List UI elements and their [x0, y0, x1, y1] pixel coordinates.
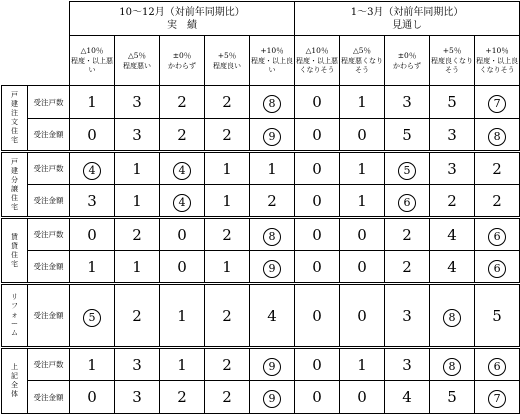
value-cell — [385, 284, 430, 348]
value: 1 — [87, 355, 97, 374]
value-cell — [115, 381, 160, 414]
value-cell — [385, 119, 430, 152]
table-row — [2, 218, 520, 251]
table-header — [2, 2, 520, 86]
value: 2 — [492, 191, 502, 210]
table-row — [2, 86, 520, 119]
value-cell — [340, 185, 385, 218]
period2-header — [295, 2, 520, 36]
value: 1 — [267, 159, 277, 178]
value: 0 — [312, 159, 322, 178]
value-cell — [70, 381, 115, 414]
circled-value: 4 — [173, 194, 191, 212]
metric-label: 受注戸数 — [28, 86, 70, 119]
value-cell — [70, 86, 115, 119]
circled-value: 9 — [263, 390, 281, 408]
value: 2 — [177, 388, 187, 406]
value-cell — [205, 284, 250, 348]
value: 1 — [357, 191, 367, 210]
value: 3 — [132, 93, 142, 111]
value-cell — [340, 218, 385, 251]
value: 1 — [222, 257, 232, 276]
value-cell — [295, 381, 340, 414]
value-cell — [70, 152, 115, 185]
value: 3 — [132, 388, 142, 406]
survey-table — [1, 1, 520, 414]
level-percent: ±0％ — [397, 50, 417, 60]
value-cell — [295, 152, 340, 185]
value-cell — [340, 251, 385, 284]
group-label: リフォーム — [2, 284, 28, 348]
value: 3 — [402, 355, 412, 374]
value: 3 — [402, 93, 412, 111]
value-cell — [115, 152, 160, 185]
value-cell — [475, 218, 520, 251]
value-cell — [430, 381, 475, 414]
value-cell — [295, 218, 340, 251]
value: 1 — [87, 93, 97, 111]
value: 0 — [177, 257, 187, 276]
value: 1 — [87, 257, 97, 276]
value-cell — [340, 86, 385, 119]
level-percent: +10％ — [260, 46, 284, 55]
level-percent: △10％ — [305, 46, 329, 55]
value: 0 — [312, 257, 322, 276]
value-cell — [115, 119, 160, 152]
metric-label: 受注金額 — [28, 284, 70, 348]
value-cell — [205, 381, 250, 414]
value-cell — [430, 348, 475, 381]
value-cell — [475, 86, 520, 119]
value: 0 — [312, 93, 322, 111]
value: 3 — [447, 159, 457, 178]
value-cell — [475, 251, 520, 284]
value: 5 — [447, 388, 457, 406]
value: 2 — [222, 355, 232, 374]
value-cell — [340, 348, 385, 381]
value: 0 — [357, 388, 367, 406]
value: 0 — [357, 225, 367, 244]
level-percent: +5％ — [442, 46, 462, 55]
value-cell — [475, 185, 520, 218]
circled-value: 8 — [488, 128, 506, 146]
value: 0 — [87, 125, 97, 144]
value: 2 — [402, 257, 412, 276]
value-cell — [295, 284, 340, 348]
level-description: 程度良い — [213, 61, 241, 70]
circled-value: 7 — [488, 95, 506, 113]
level-header — [115, 36, 160, 86]
value-cell — [115, 251, 160, 284]
value-cell — [115, 86, 160, 119]
table-row — [2, 251, 520, 284]
value-cell — [385, 348, 430, 381]
value: 0 — [87, 388, 97, 406]
value-cell — [430, 284, 475, 348]
value: 4 — [267, 306, 277, 325]
value-cell — [430, 86, 475, 119]
value: 1 — [132, 191, 142, 210]
value: 1 — [357, 159, 367, 178]
period2-title: 1～3月（対前年同期比） — [350, 6, 464, 18]
level-header — [340, 36, 385, 86]
level-description: 程度・以上良い — [251, 57, 294, 74]
value-cell — [70, 348, 115, 381]
value-cell — [205, 152, 250, 185]
value-cell — [70, 119, 115, 152]
value-cell — [430, 251, 475, 284]
value: 2 — [132, 306, 142, 325]
level-description: かわらず — [168, 61, 196, 70]
value: 0 — [177, 225, 187, 244]
value: 2 — [492, 159, 502, 178]
value: 4 — [402, 388, 412, 406]
level-header — [205, 36, 250, 86]
value-cell — [295, 348, 340, 381]
level-header — [430, 36, 475, 86]
level-description: 程度悪い — [123, 61, 151, 70]
value: 0 — [312, 306, 322, 325]
level-description: 程度・以上良くなりそう — [476, 57, 519, 74]
metric-label: 受注金額 — [28, 119, 70, 152]
value: 0 — [357, 306, 367, 325]
period1-header — [70, 2, 295, 36]
value: 0 — [357, 125, 367, 144]
value-cell — [430, 152, 475, 185]
value-cell — [205, 218, 250, 251]
value: 0 — [312, 388, 322, 406]
metric-label: 受注金額 — [28, 185, 70, 218]
level-percent: +10％ — [485, 46, 509, 55]
table-body — [2, 86, 520, 414]
value-cell — [160, 218, 205, 251]
metric-label: 受注金額 — [28, 381, 70, 414]
value-cell — [250, 119, 295, 152]
value-cell — [430, 119, 475, 152]
value-cell — [385, 251, 430, 284]
circled-value: 8 — [263, 95, 281, 113]
value-cell — [430, 218, 475, 251]
value-cell — [385, 185, 430, 218]
group-label: 戸建注文住宅 — [2, 86, 28, 152]
value-cell — [385, 218, 430, 251]
value: 2 — [222, 225, 232, 244]
value-cell — [160, 152, 205, 185]
period2-subtitle: 見通し — [392, 19, 423, 31]
value-cell — [250, 284, 295, 348]
value-cell — [250, 251, 295, 284]
value-cell — [295, 119, 340, 152]
value-cell — [295, 251, 340, 284]
level-header — [160, 36, 205, 86]
level-description: 程度悪くなりそう — [341, 57, 384, 74]
value: 2 — [177, 125, 187, 144]
value: 3 — [447, 125, 457, 144]
group-label: 賃貸住宅 — [2, 218, 28, 284]
circled-value: 4 — [83, 162, 101, 180]
value-cell — [115, 218, 160, 251]
circled-value: 6 — [488, 260, 506, 278]
value: 0 — [312, 225, 322, 244]
value-cell — [160, 284, 205, 348]
value-cell — [205, 86, 250, 119]
value-cell — [475, 284, 520, 348]
metric-label: 受注戸数 — [28, 152, 70, 185]
circled-value: 5 — [83, 309, 101, 327]
value-cell — [250, 185, 295, 218]
value: 5 — [447, 93, 457, 111]
value-cell — [250, 218, 295, 251]
value: 1 — [132, 257, 142, 276]
circled-value: 4 — [173, 162, 191, 180]
value-cell — [475, 152, 520, 185]
circled-value: 8 — [443, 309, 461, 327]
level-percent: △5％ — [353, 46, 372, 55]
level-percent: +5％ — [217, 50, 237, 60]
level-description: 程度良くなりそう — [431, 57, 474, 74]
value-cell — [115, 185, 160, 218]
value-cell — [205, 185, 250, 218]
value-cell — [295, 185, 340, 218]
level-header — [295, 36, 340, 86]
value-cell — [70, 185, 115, 218]
circled-value: 9 — [263, 358, 281, 376]
value-cell — [385, 86, 430, 119]
circled-value: 6 — [488, 358, 506, 376]
table-row — [2, 348, 520, 381]
value: 0 — [87, 225, 97, 244]
value-cell — [250, 381, 295, 414]
value: 1 — [357, 355, 367, 374]
period1-subtitle: 実 績 — [167, 19, 198, 31]
level-header — [385, 36, 430, 86]
value: 2 — [402, 225, 412, 244]
value-cell — [475, 381, 520, 414]
level-header — [250, 36, 295, 86]
value: 5 — [402, 125, 412, 144]
value-cell — [250, 348, 295, 381]
level-percent: △5％ — [127, 50, 147, 60]
metric-label: 受注金額 — [28, 251, 70, 284]
value: 1 — [177, 355, 187, 374]
circled-value: 9 — [263, 128, 281, 146]
value-cell — [250, 86, 295, 119]
level-description: かわらず — [393, 61, 422, 70]
value: 1 — [222, 191, 232, 210]
value-cell — [70, 218, 115, 251]
value: 3 — [132, 355, 142, 374]
value-cell — [160, 86, 205, 119]
period1-title: 10～12月（対前年同期比） — [119, 6, 245, 18]
value: 2 — [222, 125, 232, 144]
level-percent: ±0％ — [172, 50, 192, 60]
level-row — [2, 36, 520, 86]
value-cell — [160, 251, 205, 284]
value: 0 — [312, 125, 322, 144]
value: 1 — [177, 306, 187, 325]
table-row — [2, 185, 520, 218]
group-label: 戸建分譲住宅 — [2, 152, 28, 218]
value-cell — [160, 185, 205, 218]
table-row — [2, 152, 520, 185]
value-cell — [160, 119, 205, 152]
circled-value: 8 — [443, 358, 461, 376]
level-header — [475, 36, 520, 86]
value: 1 — [132, 159, 142, 178]
value: 2 — [447, 191, 457, 210]
value-cell — [475, 348, 520, 381]
value-cell — [430, 185, 475, 218]
value: 0 — [312, 191, 322, 210]
value-cell — [205, 251, 250, 284]
value: 4 — [447, 257, 457, 276]
value: 0 — [312, 355, 322, 374]
value: 3 — [132, 125, 142, 144]
metric-label: 受注戸数 — [28, 348, 70, 381]
value: 5 — [492, 306, 502, 325]
value-cell — [385, 152, 430, 185]
value: 2 — [132, 225, 142, 244]
value: 2 — [222, 93, 232, 111]
value: 2 — [222, 388, 232, 406]
table-row — [2, 119, 520, 152]
circled-value: 9 — [263, 260, 281, 278]
value-cell — [205, 119, 250, 152]
value-cell — [205, 348, 250, 381]
value: 4 — [447, 225, 457, 244]
table-row — [2, 284, 520, 348]
value-cell — [475, 119, 520, 152]
metric-label: 受注戸数 — [28, 218, 70, 251]
value-cell — [160, 348, 205, 381]
value-cell — [340, 152, 385, 185]
value-cell — [70, 284, 115, 348]
corner-cell — [2, 2, 70, 86]
value: 0 — [357, 257, 367, 276]
value-cell — [250, 152, 295, 185]
level-description: 程度・以上悪い — [71, 57, 113, 74]
value-cell — [160, 381, 205, 414]
circled-value: 6 — [398, 194, 416, 212]
value-cell — [340, 381, 385, 414]
value: 1 — [357, 93, 367, 111]
group-label: 上記全体 — [2, 348, 28, 414]
value-cell — [115, 284, 160, 348]
value: 2 — [267, 191, 277, 210]
value-cell — [340, 119, 385, 152]
level-header — [70, 36, 115, 86]
value-cell — [340, 284, 385, 348]
value-cell — [70, 251, 115, 284]
value: 3 — [402, 306, 412, 325]
value: 2 — [177, 93, 187, 111]
circled-value: 8 — [263, 228, 281, 246]
value: 2 — [222, 306, 232, 325]
level-description: 程度・以上悪くなりそう — [296, 57, 339, 74]
value-cell — [295, 86, 340, 119]
circled-value: 5 — [398, 162, 416, 180]
value: 3 — [87, 191, 97, 210]
level-percent: △10％ — [80, 46, 104, 55]
value: 1 — [222, 159, 232, 178]
circled-value: 6 — [488, 228, 506, 246]
value-cell — [115, 348, 160, 381]
table-row — [2, 381, 520, 414]
value-cell — [385, 381, 430, 414]
circled-value: 7 — [488, 390, 506, 408]
